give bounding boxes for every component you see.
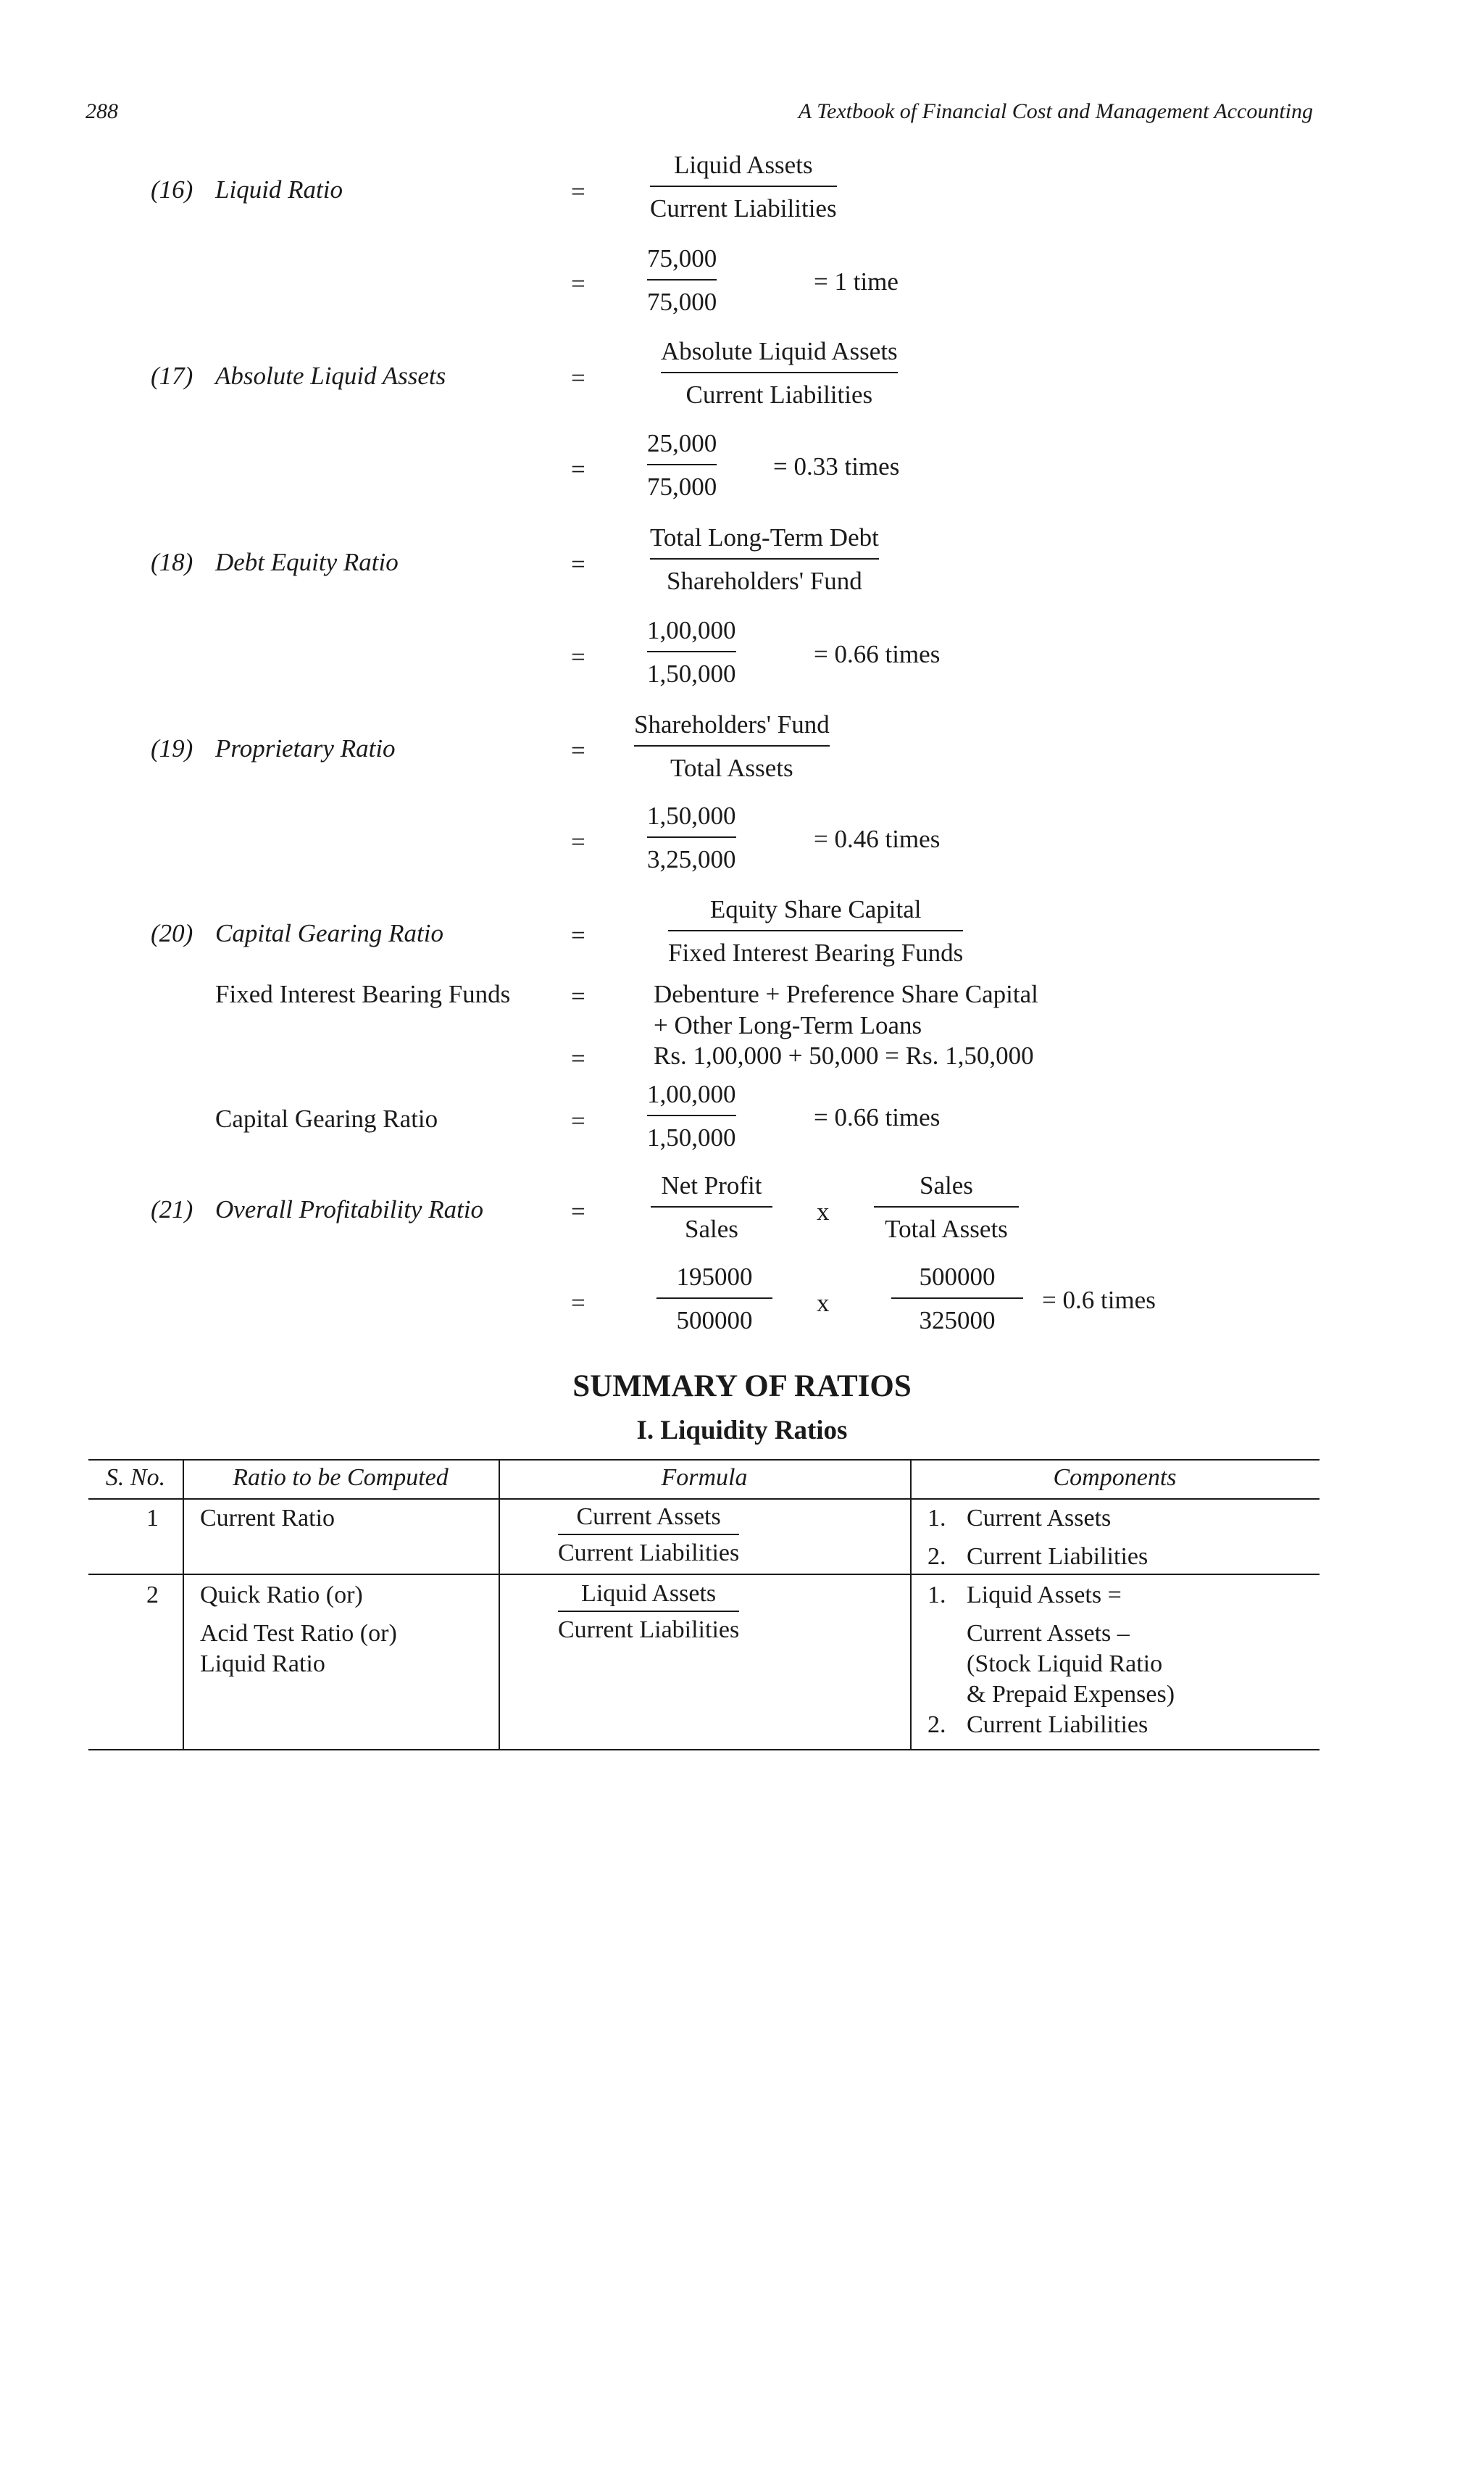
denominator: 3,25,000 <box>647 845 736 873</box>
calc-fraction <box>891 1263 1023 1335</box>
equals-sign: = <box>571 1044 585 1073</box>
fibf-definition-line2: + Other Long-Term Loans <box>654 1011 922 1039</box>
denominator: Total Assets <box>670 754 793 782</box>
denominator: 1,50,000 <box>647 1123 736 1152</box>
equals-sign: = <box>571 1197 585 1226</box>
numerator: 500000 <box>919 1263 996 1291</box>
summary-title: SUMMARY OF RATIOS <box>572 1369 912 1403</box>
denominator: Sales <box>685 1215 738 1243</box>
column-header-sno: S. No. <box>105 1464 166 1491</box>
denominator: 75,000 <box>647 473 717 501</box>
equals-sign: = <box>571 1107 585 1135</box>
numerator: Net Profit <box>661 1171 762 1200</box>
row-sno: 1 <box>146 1505 159 1532</box>
numerator: Equity Share Capital <box>709 895 922 923</box>
component-number: 1. <box>928 1582 946 1608</box>
row-ratio-name: Liquid Ratio <box>200 1650 325 1677</box>
calc-fraction <box>647 429 717 502</box>
denominator: 1,50,000 <box>647 660 736 688</box>
formula-fraction <box>634 710 830 783</box>
ratio-label: Proprietary Ratio <box>215 734 396 763</box>
equals-sign: = <box>571 921 585 950</box>
times-sign: x <box>817 1289 830 1317</box>
ratio-number: (20) <box>151 919 193 947</box>
component-text: Liquid Assets = <box>967 1582 1122 1608</box>
denominator: 75,000 <box>647 288 717 316</box>
row-formula <box>558 1580 739 1644</box>
calc-fraction <box>656 1263 772 1335</box>
fraction-bar <box>558 1534 739 1535</box>
ratio-number: (17) <box>151 362 193 390</box>
row-ratio-name: Current Ratio <box>200 1505 335 1532</box>
numerator: 1,00,000 <box>647 1080 736 1108</box>
component-number: 2. <box>928 1711 946 1738</box>
numerator: Shareholders' Fund <box>634 710 830 739</box>
formula-fraction <box>650 151 837 223</box>
calc-fraction <box>647 802 736 874</box>
result: = 0.66 times <box>814 1103 941 1131</box>
denominator: 325000 <box>919 1306 996 1334</box>
result: = 0.46 times <box>814 825 941 853</box>
ratio-number: (19) <box>151 734 193 763</box>
column-divider <box>910 1459 912 1750</box>
row-formula <box>558 1503 739 1567</box>
equals-sign: = <box>571 178 585 206</box>
fibf-calculation: Rs. 1,00,000 + 50,000 = Rs. 1,50,000 <box>654 1042 1034 1070</box>
equals-sign: = <box>571 455 585 483</box>
result: = 0.6 times <box>1042 1286 1156 1314</box>
denominator: 500000 <box>676 1306 753 1334</box>
formula-fraction <box>651 1171 772 1244</box>
equals-sign: = <box>571 736 585 765</box>
formula-fraction <box>874 1171 1019 1244</box>
result: = 0.66 times <box>814 640 941 668</box>
numerator: 75,000 <box>647 244 717 273</box>
column-divider <box>499 1459 500 1750</box>
numerator: 195000 <box>676 1263 753 1291</box>
column-divider <box>183 1459 184 1750</box>
component-text: & Prepaid Expenses) <box>967 1681 1175 1708</box>
ratio-label: Debt Equity Ratio <box>215 548 399 576</box>
fraction-bar <box>558 1611 739 1612</box>
formula-fraction <box>668 895 963 968</box>
times-sign: x <box>817 1197 830 1226</box>
numerator: 1,50,000 <box>647 802 736 830</box>
equals-sign: = <box>571 643 585 671</box>
denominator: Fixed Interest Bearing Funds <box>668 939 964 967</box>
equals-sign: = <box>571 270 585 298</box>
numerator: 25,000 <box>647 429 717 457</box>
formula-fraction <box>661 337 898 410</box>
page-number: 288 <box>86 99 118 123</box>
calc-fraction <box>647 244 717 317</box>
numerator: Current Assets <box>576 1503 721 1530</box>
calc-fraction <box>647 1080 736 1152</box>
liquidity-ratios-table <box>88 1459 1320 2476</box>
fibf-label: Fixed Interest Bearing Funds <box>215 980 511 1008</box>
ratio-label: Liquid Ratio <box>215 175 343 204</box>
denominator: Current Liabilities <box>558 1616 740 1643</box>
equals-sign: = <box>571 1289 585 1317</box>
equals-sign: = <box>571 550 585 578</box>
numerator: 1,00,000 <box>647 616 736 644</box>
formula-fraction <box>650 523 879 596</box>
denominator: Current Liabilities <box>685 381 873 409</box>
component-text: Current Assets <box>967 1505 1112 1532</box>
ratio-label: Overall Profitability Ratio <box>215 1195 484 1224</box>
component-text: Current Liabilities <box>967 1711 1149 1738</box>
ratio-number: (18) <box>151 548 193 576</box>
equals-sign: = <box>571 364 585 392</box>
table-rule <box>88 1749 1320 1750</box>
row-sno: 2 <box>146 1582 159 1608</box>
denominator: Current Liabilities <box>650 194 837 223</box>
table-rule <box>88 1574 1320 1575</box>
row-ratio-name: Acid Test Ratio (or) <box>200 1620 397 1647</box>
result: = 0.33 times <box>773 452 900 481</box>
ratio-label: Absolute Liquid Assets <box>215 362 446 390</box>
result: = 1 time <box>814 267 899 296</box>
component-text: Current Liabilities <box>967 1543 1149 1570</box>
component-text: Current Assets – <box>967 1620 1130 1647</box>
cgr-label: Capital Gearing Ratio <box>215 1105 438 1133</box>
row-ratio-name: Quick Ratio (or) <box>200 1582 363 1608</box>
column-header-ratio: Ratio to be Computed <box>233 1464 449 1491</box>
component-number: 1. <box>928 1505 946 1532</box>
column-header-formula: Formula <box>661 1464 748 1491</box>
numerator: Liquid Assets <box>674 151 813 179</box>
denominator: Total Assets <box>885 1215 1008 1243</box>
numerator: Total Long-Term Debt <box>650 523 879 552</box>
component-text: (Stock Liquid Ratio <box>967 1650 1163 1677</box>
ratio-number: (21) <box>151 1195 193 1224</box>
equals-sign: = <box>571 982 585 1010</box>
numerator: Absolute Liquid Assets <box>661 337 898 365</box>
running-header: A Textbook of Financial Cost and Management Accounting <box>798 99 1313 123</box>
numerator: Sales <box>920 1171 973 1200</box>
calc-fraction <box>647 616 736 689</box>
numerator: Liquid Assets <box>581 1580 717 1607</box>
component-number: 2. <box>928 1543 946 1570</box>
table-rule <box>88 1498 1320 1500</box>
table-rule <box>88 1459 1320 1461</box>
fibf-definition-line1: Debenture + Preference Share Capital <box>654 980 1038 1008</box>
summary-subtitle: I. Liquidity Ratios <box>636 1416 848 1445</box>
ratio-number: (16) <box>151 175 193 204</box>
denominator: Shareholders' Fund <box>667 567 862 595</box>
column-header-components: Components <box>1053 1464 1177 1491</box>
denominator: Current Liabilities <box>558 1540 740 1566</box>
ratio-label: Capital Gearing Ratio <box>215 919 443 947</box>
equals-sign: = <box>571 828 585 856</box>
